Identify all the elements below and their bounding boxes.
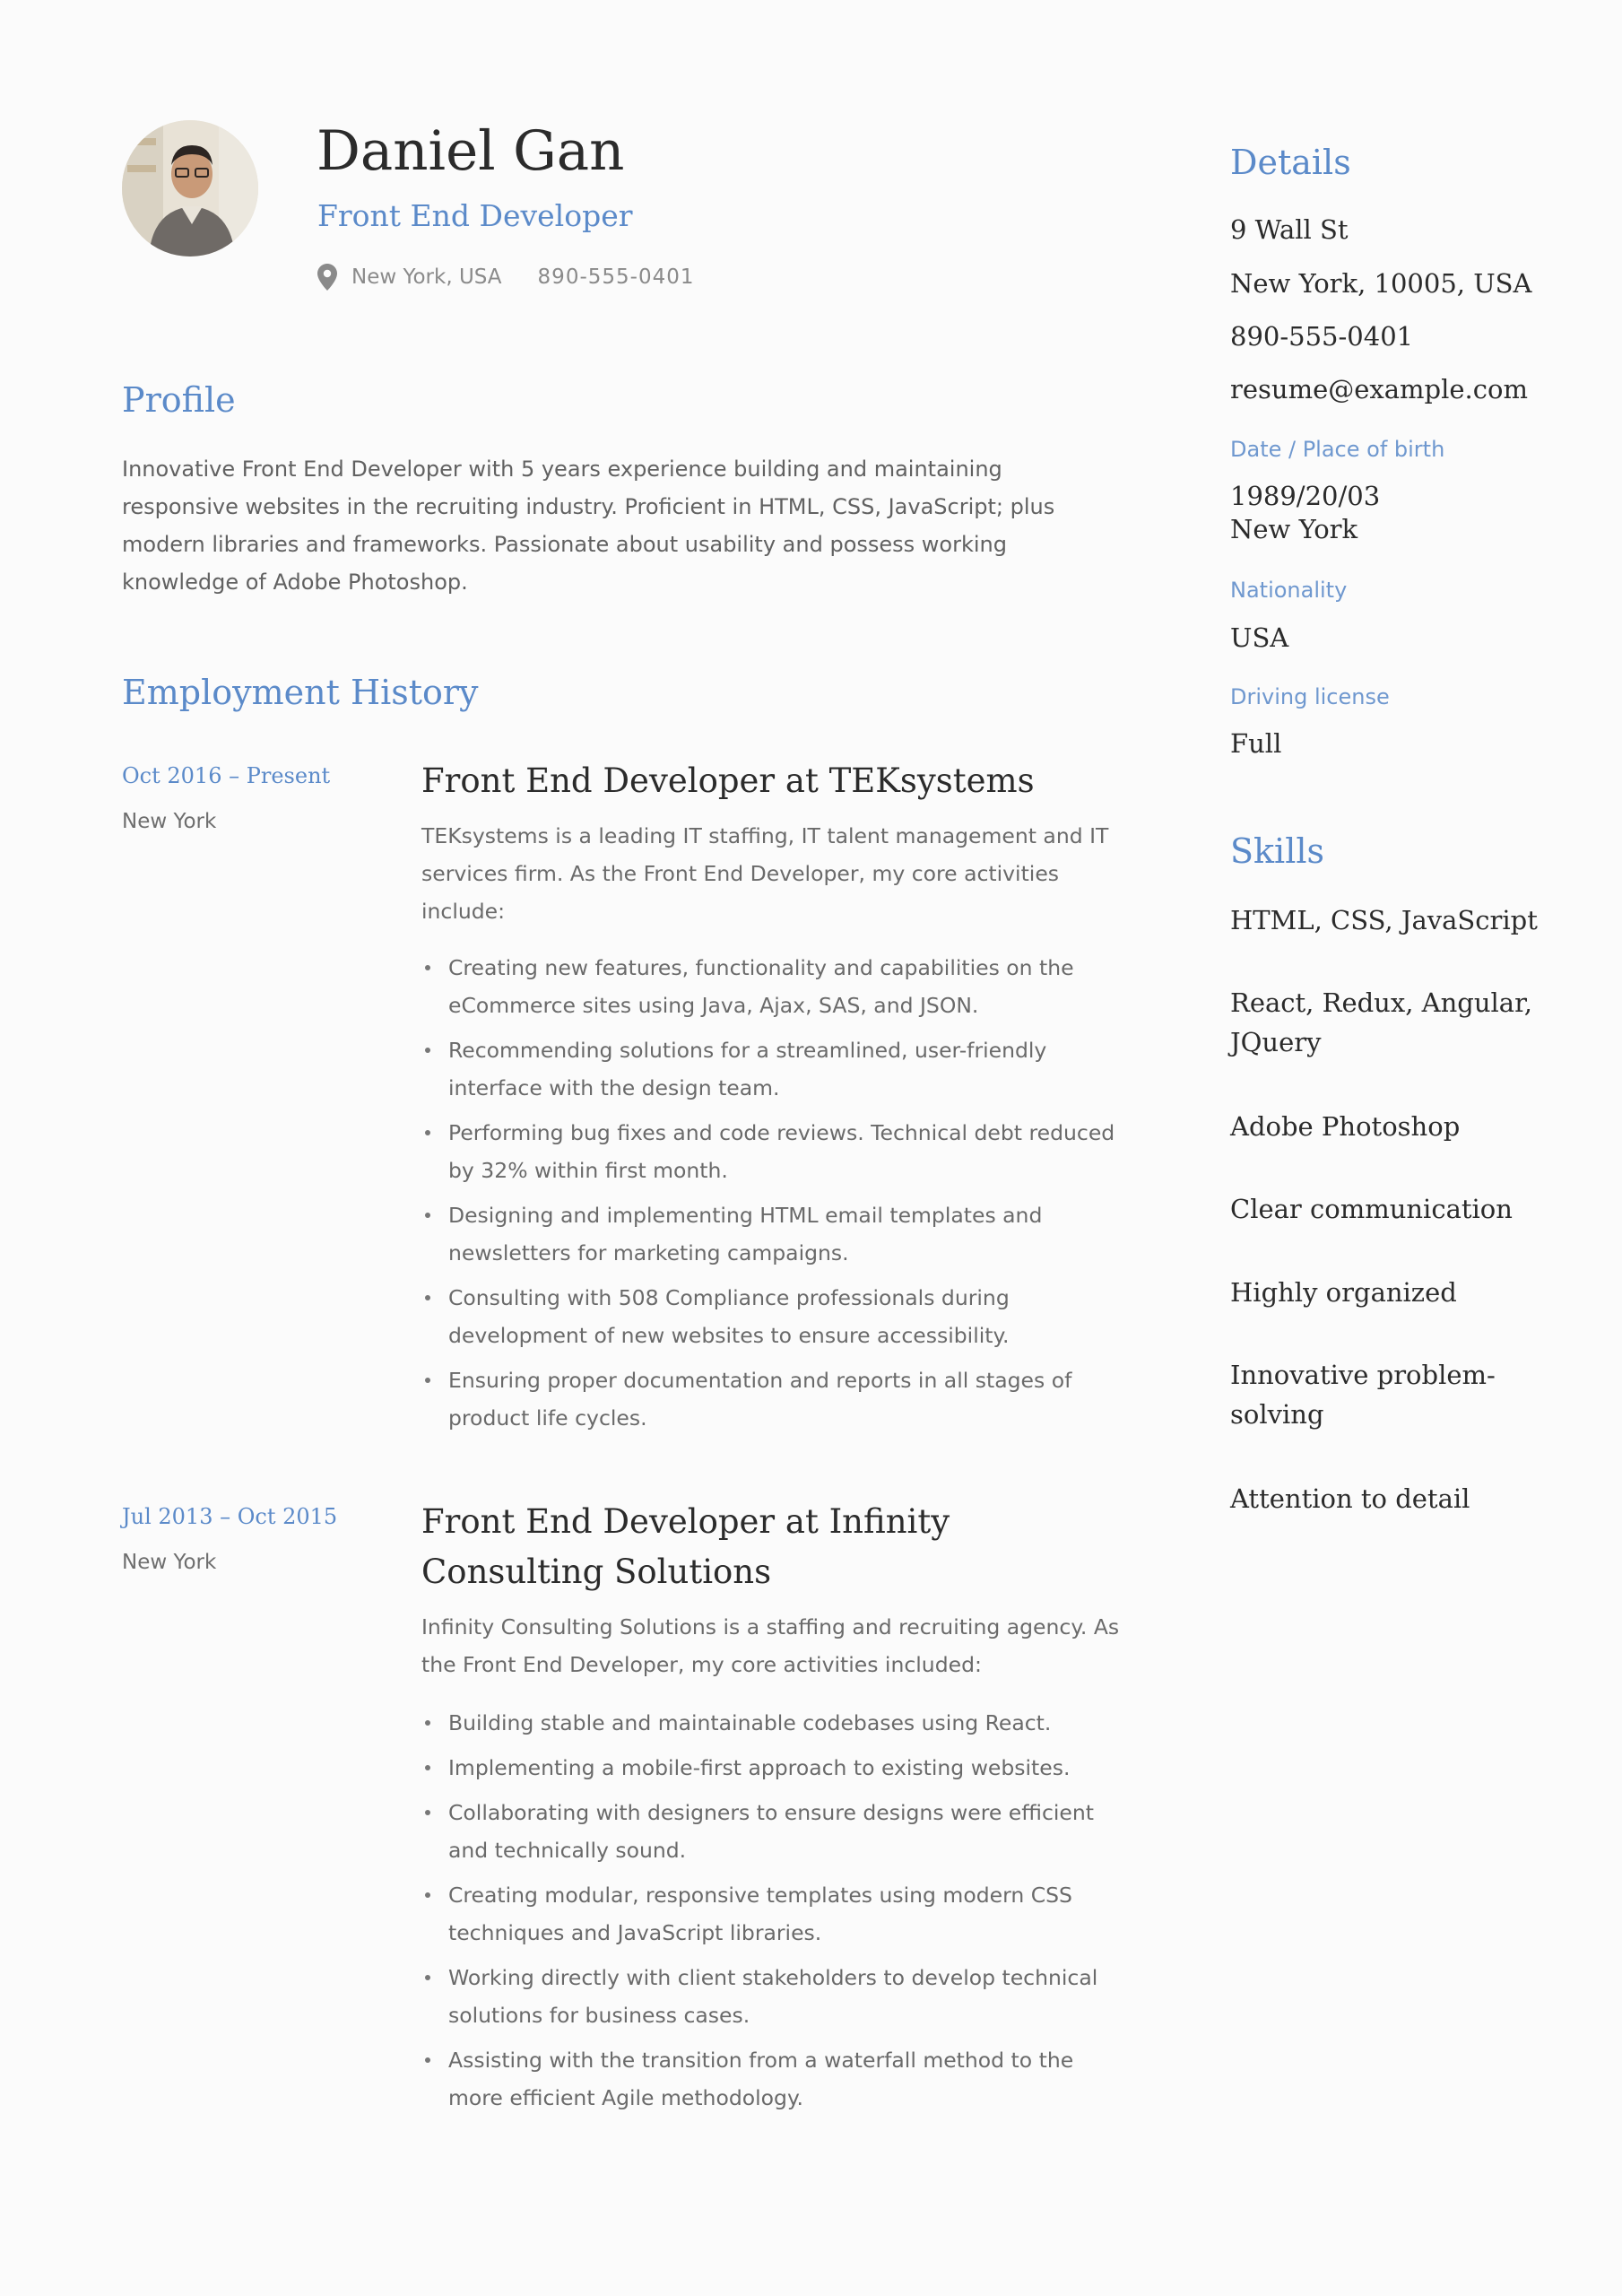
job-role: Front End Developer at Infinity Consulting Solutions xyxy=(421,1502,950,1591)
candidate-title: Front End Developer xyxy=(317,198,633,233)
profile-text: Innovative Front End Developer with 5 years experience building and maintaining responsive websites in the recruiting industry. Proficient in HTML, CSS, JavaScript; plus modern libraries and frameworks. Passionate about usability and possess working knowledge of Adobe Photoshop. xyxy=(122,457,1055,595)
list-item: Designing and implementing HTML email templates and newsletters for marketing campaigns. xyxy=(421,1196,1130,1272)
skill-item: React, Redux, Angular, JQuery xyxy=(1230,987,1532,1057)
job-description: Infinity Consulting Solutions is a staffing and recruiting agency. As the Front End Developer, my core activities included: xyxy=(421,1614,1120,1677)
header-location: New York, USA xyxy=(351,265,502,289)
details-phone: 890-555-0401 xyxy=(1230,321,1414,352)
list-item: Ensuring proper documentation and reports in all stages of product life cycles. xyxy=(421,1361,1130,1437)
job-bullets xyxy=(421,949,1130,1444)
list-item: Building stable and maintainable codebases using React. xyxy=(421,1704,1130,1742)
list-item: Creating new features, functionality and capabilities on the eCommerce sites using Java, Ajax, SAS, and JSON. xyxy=(421,949,1130,1024)
birth-place: New York xyxy=(1230,514,1358,544)
list-item: Consulting with 508 Compliance professionals during development of new websites to ensure accessibility. xyxy=(421,1279,1130,1354)
license-label: Driving license xyxy=(1230,684,1390,709)
header-contact xyxy=(317,262,694,292)
employment-entry-infinity xyxy=(122,1497,1153,2125)
candidate-name: Daniel Gan xyxy=(317,119,625,183)
job-city: New York xyxy=(122,810,217,833)
skill-item: Adobe Photoshop xyxy=(1230,1111,1461,1142)
job-dates: Oct 2016 – Present xyxy=(122,763,331,788)
skill-item: Attention to detail xyxy=(1230,1483,1470,1514)
birth-date: 1989/20/03 xyxy=(1230,481,1381,511)
list-item: Recommending solutions for a streamlined, user-friendly interface with the design team. xyxy=(421,1031,1130,1107)
header-phone: 890-555-0401 xyxy=(537,265,695,289)
skills-heading: Skills xyxy=(1230,831,1325,871)
list-item: Collaborating with designers to ensure designs were efficient and technically sound. xyxy=(421,1794,1130,1869)
list-item: Assisting with the transition from a waterfall method to the more efficient Agile methodology. xyxy=(421,2041,1130,2117)
nationality-value: USA xyxy=(1230,622,1289,653)
location-pin-icon xyxy=(317,264,337,291)
list-item: Working directly with client stakeholders to develop technical solutions for business cases. xyxy=(421,1959,1130,2034)
job-description: TEKsystems is a leading IT staffing, IT talent management and IT services firm. As the Front End Developer, my core activities include: xyxy=(421,823,1109,924)
address-line-1: 9 Wall St xyxy=(1230,214,1349,245)
employment-entry-teksystems xyxy=(122,756,1153,1438)
skill-item: Clear communication xyxy=(1230,1194,1513,1224)
employment-heading: Employment History xyxy=(122,673,479,712)
job-dates: Jul 2013 – Oct 2015 xyxy=(122,1504,338,1529)
skill-item: HTML, CSS, JavaScript xyxy=(1230,905,1538,935)
nationality-label: Nationality xyxy=(1230,578,1348,603)
avatar xyxy=(122,120,258,257)
profile-heading: Profile xyxy=(122,380,236,420)
birth-label: Date / Place of birth xyxy=(1230,437,1445,462)
address-line-2: New York, 10005, USA xyxy=(1230,268,1532,299)
license-value: Full xyxy=(1230,728,1282,759)
avatar-photo xyxy=(122,120,258,257)
skill-item: Innovative problem-solving xyxy=(1230,1360,1496,1430)
job-bullets xyxy=(421,1704,1130,2124)
list-item: Implementing a mobile-first approach to existing websites. xyxy=(421,1749,1130,1787)
list-item: Creating modular, responsive templates using modern CSS techniques and JavaScript libraries. xyxy=(421,1876,1130,1952)
job-city: New York xyxy=(122,1551,217,1574)
details-email: resume@example.com xyxy=(1230,374,1528,404)
job-role: Front End Developer at TEKsystems xyxy=(421,761,1035,800)
skill-item: Highly organized xyxy=(1230,1277,1457,1308)
details-heading: Details xyxy=(1230,143,1351,182)
list-item: Performing bug fixes and code reviews. Technical debt reduced by 32% within first month. xyxy=(421,1114,1130,1189)
